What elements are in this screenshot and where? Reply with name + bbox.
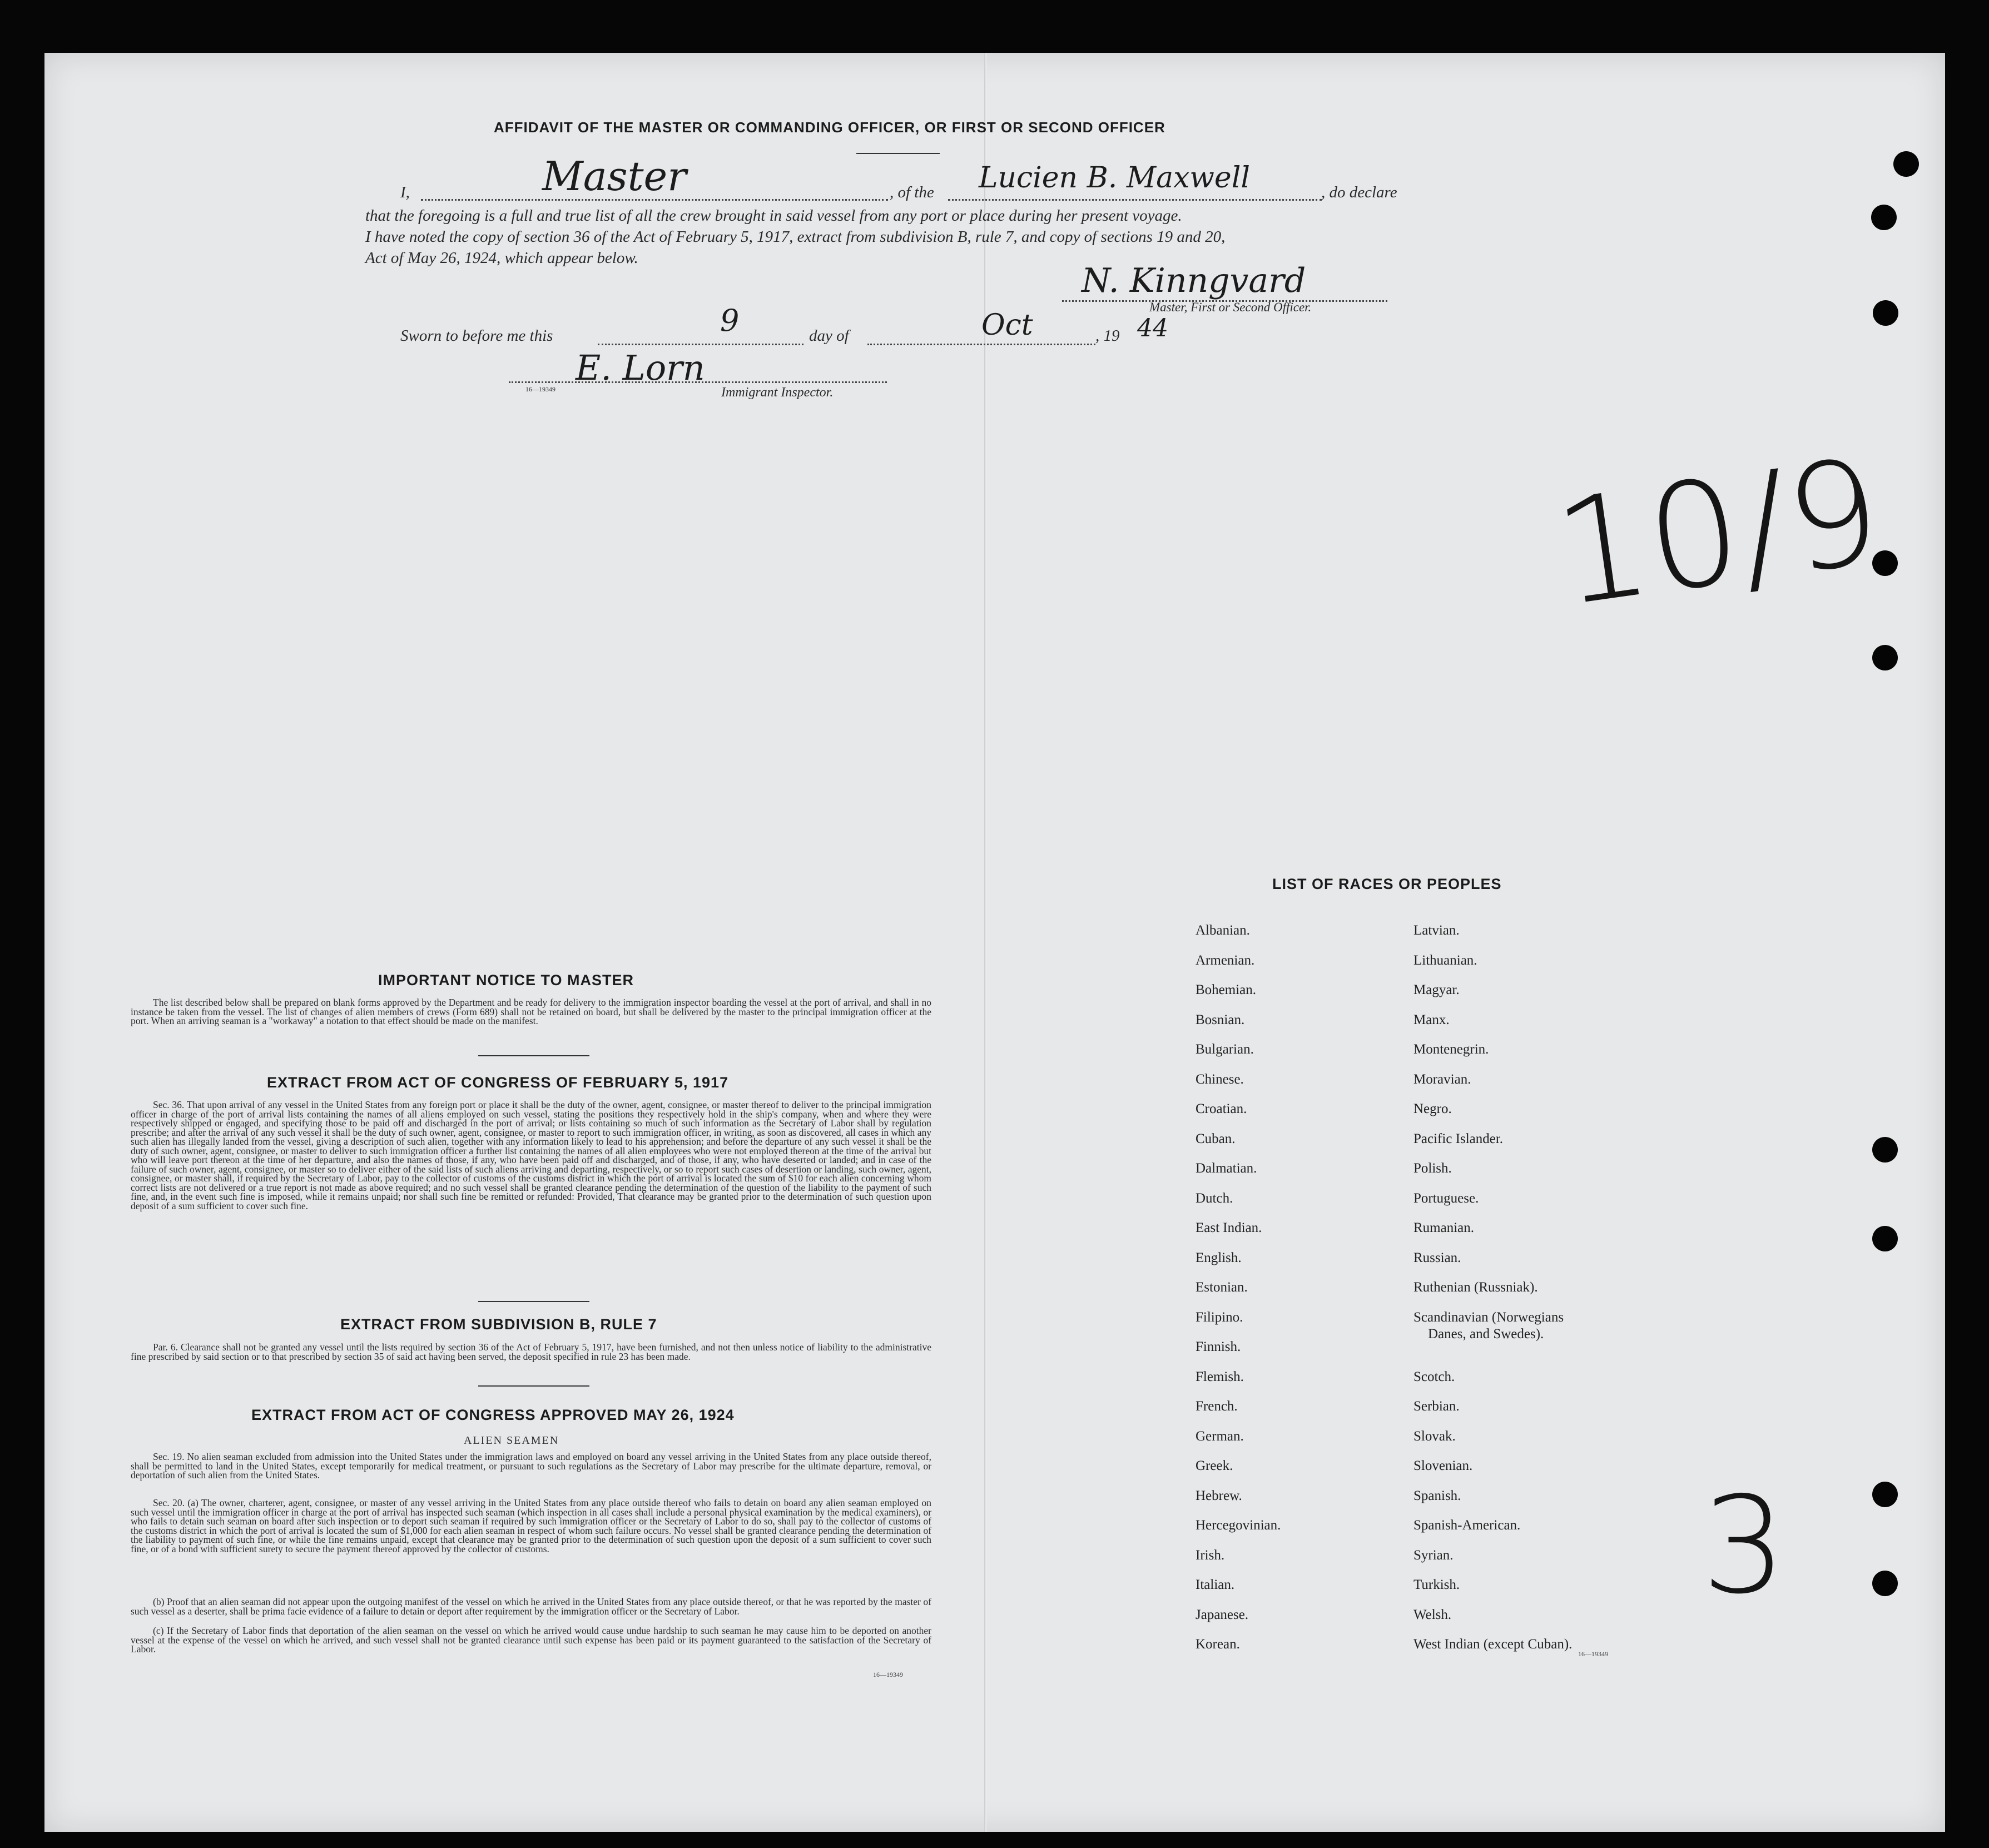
race-item: Serbian. xyxy=(1413,1399,1460,1414)
declare-label: , do declare xyxy=(1321,183,1397,201)
handwritten-officer-signature: N. Kinngvard xyxy=(1082,261,1306,300)
divider xyxy=(856,153,940,154)
punch-hole xyxy=(1872,1137,1898,1163)
race-item: Lithuanian. xyxy=(1413,952,1477,968)
race-item: Rumanian. xyxy=(1413,1220,1475,1235)
race-item: Slovenian. xyxy=(1413,1458,1473,1473)
races-form-number: 16—19349 xyxy=(1578,1650,1608,1658)
race-item: Bulgarian. xyxy=(1196,1042,1254,1057)
extract-rule7-heading: EXTRACT FROM SUBDIVISION B, RULE 7 xyxy=(340,1316,657,1333)
day-field-line xyxy=(598,344,803,345)
extract-rule7-text: Par. 6. Clearance shall not be granted any vessel until the lists required by section 36 of the Act of February 5, 1917, have been furnished, and not then unless notice of liability to the administrative fine prescribed by said section or to that prescribed by section 35 of said act having been served, the deposit specified in rule 23 has been made. xyxy=(131,1342,931,1362)
section-19-text: Sec. 19. No alien seaman excluded from admission into the United States under the immigration laws and employed on board any vessel arriving in the United States from any place outside thereof, shall be permitted to land in the United States, except temporarily for medical treatment, or pursuant to such regulations as the Secretary of Labor may prescribe for the ultimate departure, removal, or deportation of such alien from the United States. xyxy=(131,1451,931,1481)
race-item: Spanish. xyxy=(1413,1488,1461,1503)
race-item: English. xyxy=(1196,1250,1242,1265)
divider xyxy=(478,1055,589,1056)
race-item: Latvian. xyxy=(1413,923,1460,938)
punch-hole xyxy=(1872,1226,1898,1251)
affidavit-line-4: Act of May 26, 1924, which appear below. xyxy=(365,249,638,267)
race-item: Bosnian. xyxy=(1196,1012,1245,1027)
race-item: Hebrew. xyxy=(1196,1488,1242,1503)
year-prefix: , 19 xyxy=(1095,327,1120,345)
affidavit-line-3: I have noted the copy of section 36 of the Act of February 5, 1917, extract from subdivision B, rule 7, and copy of sections 19 and 20, xyxy=(365,228,1226,246)
day-of-label: day of xyxy=(809,327,849,345)
race-item: Spanish-American. xyxy=(1413,1518,1521,1533)
race-item: Albanian. xyxy=(1196,923,1250,938)
section-20a-text: Sec. 20. (a) The owner, charterer, agent, consignee, or master of any vessel arriving in the United States from any place outside thereof who fails to detain on board any alien seaman employed on such vessel until the immigration officer in charge at the port of arrival has inspected such seaman (which inspection in all cases shall include a personal physical examination by the medical examiners), or who fails to detain such seaman on board after such inspection or to deport such seaman if required by such immigration officer or the Secretary of Labor to do so, shall pay to the collector of customs of the customs district in which the port of arrival is located the sum of $1,000 for each alien seaman in respect of whom such failure occurs. No vessel shall be granted clearance pending the determination of the liability to payment of such fine, or while the fine remains unpaid, except that clearance may be granted prior to the determination of such question upon the deposit of a sum sufficient to cover such fine, or of a bond with sufficient surety to secure the payment thereof approved by the collector of customs. xyxy=(131,1497,931,1554)
handwritten-month: Oct xyxy=(981,309,1033,342)
race-item: Turkish. xyxy=(1413,1577,1460,1592)
divider xyxy=(478,1385,589,1387)
race-item: Greek. xyxy=(1196,1458,1233,1473)
notice-text: The list described below shall be prepared on blank forms approved by the Department and be ready for delivery to the immigration inspector boarding the vessel at the port of arrival, and shall in no instance be taken from the vessel. The list of changes of alien members of crews (Form 689) shall not be retained on board, but shall be delivered by the master to the principal immigration officer at the port. When an arriving seaman is a "workaway" a notation to that effect should be made on the manifest. xyxy=(131,997,931,1026)
extract-1917-heading: EXTRACT FROM ACT OF CONGRESS OF FEBRUARY 5, 1917 xyxy=(267,1074,729,1091)
race-item: Magyar. xyxy=(1413,982,1460,997)
handwritten-year: 44 xyxy=(1137,314,1168,342)
races-heading: LIST OF RACES OR PEOPLES xyxy=(1272,876,1502,892)
race-item: Estonian. xyxy=(1196,1280,1248,1295)
race-item: Scotch. xyxy=(1413,1369,1455,1384)
race-item: East Indian. xyxy=(1196,1220,1262,1235)
race-item: Bohemian. xyxy=(1196,982,1257,997)
handwritten-title: Master xyxy=(542,153,687,200)
race-item: Japanese. xyxy=(1196,1607,1249,1622)
vessel-field-line xyxy=(948,199,1322,201)
race-item: Irish. xyxy=(1196,1547,1225,1563)
races-left-column xyxy=(1196,923,1281,1667)
race-item: Filipino. xyxy=(1196,1309,1243,1325)
race-item: Polish. xyxy=(1413,1161,1452,1176)
race-item: German. xyxy=(1196,1428,1244,1444)
race-item: French. xyxy=(1196,1399,1238,1414)
month-field-line xyxy=(867,344,1095,345)
race-item: Moravian. xyxy=(1413,1071,1471,1087)
handwritten-inspector-signature: E. Lorn xyxy=(576,347,705,388)
extract-1917-text: Sec. 36. That upon arrival of any vessel in the United States from any foreign port or place it shall be the duty of the owner, agent, consignee, or master thereof to deliver to the principal immigration officer in charge of the port of arrival lists containing the names of all aliens employed on such vessel, stating the positions they respectively hold in the ship's company, when and where they were respectively shipped or engaged, and specifying those to be paid off and discharged in the port of arrival; or lists containing so much of such information as the Secretary of Labor shall by regulation prescribe; and after the arrival of any such vessel it shall be the duty of such owner, agent, consignee, or master to report to such immigration officer, in writing, as soon as discovered, all cases in which any such alien has illegally landed from the vessel, giving a description of such alien, together with any information likely to lead to his apprehension; and before the departure of any such vessel it shall be the duty of such owner, agent, consignee, or master to deliver to such immigration officer a further list containing the names of all alien employees who were not employed thereon at the time of the arrival but who will leave port thereon at the time of her departure, and also the names of those, if any, who have been paid off and discharged, and of those, if any, who have deserted or landed; and in case of the failure of such owner, agent, consignee, or master so to deliver either of the said lists of such aliens arriving and departing, respectively, or so to report such cases of desertion or landing, such owner, agent, consignee, or master shall, if required by the Secretary of Labor, pay to the collector of customs of the customs district in which the port of arrival is located the sum of $10 for each alien concerning whom correct lists are not delivered or a true report is not made as above required; and no such vessel shall be granted clearance pending the determination of the question of the liability to the payment of such fine, and, in the event such fine is imposed, while it remains unpaid; nor shall such fine be remitted or refunded: Provided, That clearance may be granted prior to the determination of such question upon deposit of a sum sufficient to cover such fine. xyxy=(131,1099,931,1211)
handwritten-page-mark: 3 xyxy=(1702,1468,1787,1623)
officer-caption: Master, First or Second Officer. xyxy=(1149,300,1312,314)
race-item: Ruthenian (Russniak). xyxy=(1413,1280,1538,1295)
race-item: Dalmatian. xyxy=(1196,1161,1257,1176)
extract-form-number: 16—19349 xyxy=(873,1671,903,1678)
alien-seamen-subheading: ALIEN SEAMEN xyxy=(464,1434,559,1447)
affidavit-line-2: that the foregoing is a full and true list of all the crew brought in said vessel from any port or place during her present voyage. xyxy=(365,207,1182,225)
race-item: West Indian (except Cuban). xyxy=(1413,1637,1573,1652)
race-item: Scandinavian (Norwegians xyxy=(1413,1309,1564,1325)
race-item-scandinavian xyxy=(1413,1310,1572,1369)
affidavit-heading: AFFIDAVIT OF THE MASTER OR COMMANDING OFFICER, OR FIRST OR SECOND OFFICER xyxy=(494,119,1165,136)
declarant-prefix: I, xyxy=(400,183,410,201)
race-item: Chinese. xyxy=(1196,1071,1244,1087)
inspector-signature-line xyxy=(509,381,887,383)
race-item: Dutch. xyxy=(1196,1190,1233,1206)
race-item: Finnish. xyxy=(1196,1339,1241,1354)
race-item: Hercegovinian. xyxy=(1196,1518,1281,1533)
section-20c-text: (c) If the Secretary of Labor finds that deportation of the alien seaman on the vessel on which he arrived would cause undue hardship to such seaman he may cause him to be deported on another vessel at the expense of the vessel on which he arrived, and such vessel shall not be granted clearance until such expense has been paid or its payment guaranteed to the satisfaction of the Secretary of Labor. xyxy=(131,1625,931,1655)
sworn-prefix: Sworn to before me this xyxy=(400,327,553,345)
section-20b-text: (b) Proof that an alien seaman did not appear upon the outgoing manifest of the vessel on which he arrived in the United States from any place outside thereof, or that he was reported by the master of such vessel as a deserter, shall be prima facie evidence of a failure to detain or deport after requirement by the immigration officer or the Secretary of Labor. xyxy=(131,1596,931,1617)
race-item: Pacific Islander. xyxy=(1413,1131,1504,1146)
punch-hole xyxy=(1873,300,1898,326)
race-item: Korean. xyxy=(1196,1637,1240,1652)
races-right-column xyxy=(1413,923,1572,1667)
race-item: Syrian. xyxy=(1413,1547,1454,1563)
race-item: Manx. xyxy=(1413,1012,1450,1027)
divider xyxy=(478,1301,589,1302)
notice-heading: IMPORTANT NOTICE TO MASTER xyxy=(378,972,634,988)
punch-hole xyxy=(1872,1482,1898,1507)
of-the-label: , of the xyxy=(890,183,934,201)
race-item: Russian. xyxy=(1413,1250,1461,1265)
handwritten-day: 9 xyxy=(720,303,740,338)
punch-hole xyxy=(1872,645,1898,670)
race-item: Armenian. xyxy=(1196,952,1255,968)
affidavit-form-number: 16—19349 xyxy=(525,385,555,393)
race-item: Slovak. xyxy=(1413,1428,1456,1444)
punch-hole xyxy=(1872,1571,1898,1596)
race-item: Cuban. xyxy=(1196,1131,1236,1146)
race-item-continuation: Danes, and Swedes). xyxy=(1428,1326,1544,1342)
race-item: Portuguese. xyxy=(1413,1190,1479,1206)
punch-hole xyxy=(1893,151,1919,177)
handwritten-vessel: Lucien B. Maxwell xyxy=(979,161,1250,195)
punch-hole xyxy=(1871,205,1897,230)
race-item: Negro. xyxy=(1413,1101,1452,1116)
race-item: Croatian. xyxy=(1196,1101,1247,1116)
race-item: Montenegrin. xyxy=(1413,1042,1489,1057)
extract-1924-heading: EXTRACT FROM ACT OF CONGRESS APPROVED MAY 26, 1924 xyxy=(251,1407,735,1423)
race-item: Flemish. xyxy=(1196,1369,1244,1384)
race-item: Italian. xyxy=(1196,1577,1235,1592)
handwritten-date-mark: 10/9 xyxy=(1546,427,1891,639)
inspector-caption: Immigrant Inspector. xyxy=(721,385,834,400)
race-item: Welsh. xyxy=(1413,1607,1452,1622)
